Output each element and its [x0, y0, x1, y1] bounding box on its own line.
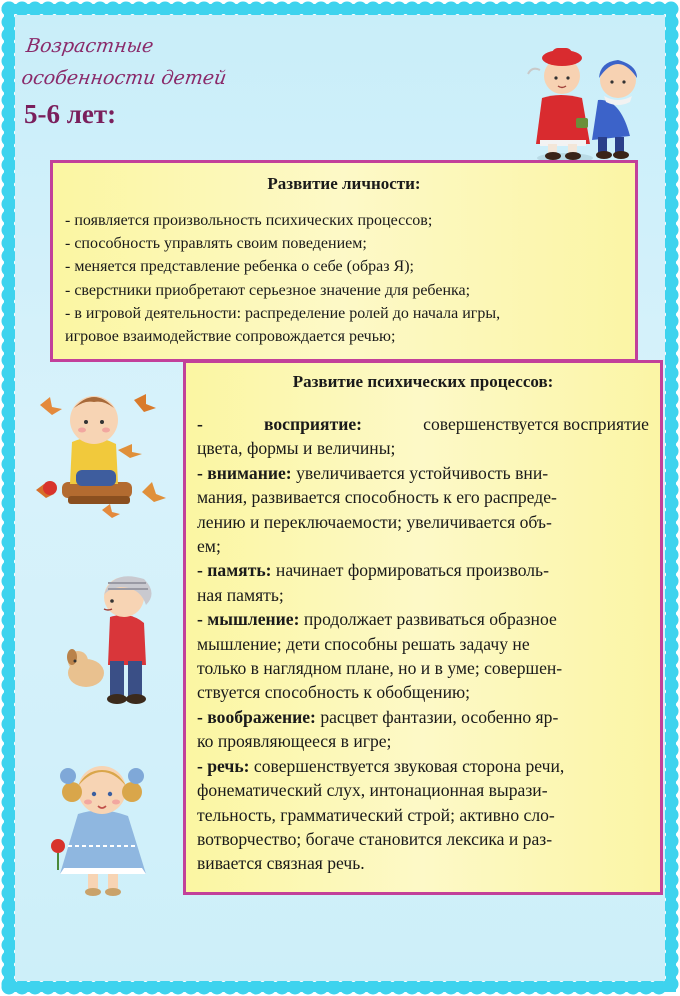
speech-line-4: вотворчество; богаче становится лексика и раз- — [197, 828, 553, 849]
border-scallop — [664, 418, 679, 433]
speech-keyword: речь: — [207, 755, 250, 776]
imagination-line-2: ко проявляющееся в игре; — [197, 731, 392, 752]
border-scallop — [664, 483, 679, 498]
border-scallop — [664, 912, 679, 927]
border-scallop — [664, 54, 679, 69]
border-scallop — [613, 980, 628, 995]
thinking-line-3: только в наглядном плане, но и в уме; совершен- — [197, 658, 563, 679]
border-scallop — [664, 353, 679, 368]
header-script-title — [20, 30, 259, 94]
border-scallop — [639, 980, 654, 995]
border-scallop — [664, 964, 679, 979]
border-scallop — [664, 262, 679, 277]
border-scallop — [664, 496, 679, 511]
border-scallop — [587, 980, 602, 995]
border-scallop — [145, 980, 160, 995]
border-scallop — [664, 938, 679, 953]
imagination-item: - воображение: расцвет фантазии, особенно яр- — [197, 706, 559, 727]
attention-item: - внимание: увеличивается устойчивость вни- — [197, 462, 549, 483]
border-scallop — [405, 980, 420, 995]
border-scallop — [664, 769, 679, 784]
border-scallop — [106, 980, 121, 995]
border-scallop — [574, 980, 589, 995]
personality-title: Развитие личности: — [267, 174, 421, 193]
personality-line-4: - сверстники приобретают серьезное значение для ребенка; — [65, 281, 471, 299]
personality-line-6: игровое взаимодействие сопровождается речью; — [65, 328, 396, 346]
border-scallop — [353, 980, 368, 995]
border-scallop — [664, 210, 679, 225]
thinking-item: - мышление: продолжает развиваться образное — [197, 609, 557, 630]
border-scallop — [664, 691, 679, 706]
border-scallop — [664, 301, 679, 316]
border-scallop — [457, 980, 472, 995]
border-scallop — [379, 980, 394, 995]
border-scallop — [664, 587, 679, 602]
border-scallop — [664, 613, 679, 628]
border-scallop — [93, 980, 108, 995]
processes-box — [183, 360, 663, 895]
border-scallop — [664, 561, 679, 576]
border-scallop — [664, 704, 679, 719]
perception-item — [197, 412, 649, 436]
border-scallop — [54, 980, 69, 995]
border-scallop — [288, 980, 303, 995]
speech-line-2: фонематический слух, интонационная вырази- — [197, 780, 548, 801]
attention-line-4: ем; — [197, 536, 221, 557]
imagination-text: расцвет фантазии, особенно яр- — [320, 706, 559, 727]
border-scallop — [664, 132, 679, 147]
border-scallop — [664, 717, 679, 732]
border-scallop — [664, 600, 679, 615]
speech-text: совершенствуется звуковая сторона речи, — [253, 755, 565, 776]
personality-line-5: - в игровой деятельности: распределение ролей до начала игры, — [65, 304, 501, 322]
border-scallop — [664, 925, 679, 940]
border-scallop — [664, 574, 679, 589]
border-scallop — [664, 223, 679, 238]
border-scallop — [664, 457, 679, 472]
attention-line-2: мания, развивается способность к его распреде- — [197, 487, 557, 508]
border-scallop — [664, 977, 679, 992]
memory-item: - память: начинает формироваться произволь- — [197, 560, 549, 581]
border-scallop — [509, 980, 524, 995]
memory-line-2: ная память; — [197, 584, 284, 605]
thinking-line-4: ствуется способность к обобщению; — [197, 682, 471, 703]
processes-title: Развитие психических процессов: — [292, 372, 554, 391]
border-scallop — [340, 980, 355, 995]
border-scallop — [664, 470, 679, 485]
border-scallop — [132, 980, 147, 995]
border-scallop — [664, 340, 679, 355]
border-scallop — [470, 980, 485, 995]
border-scallop — [184, 980, 199, 995]
border-scallop — [664, 795, 679, 810]
border-scallop — [236, 980, 251, 995]
personality-line-1: - появляется произвольность психических процессов; — [65, 212, 433, 229]
boy-with-leaves-illustration — [30, 380, 180, 530]
border-scallop — [366, 980, 381, 995]
border-scallop — [664, 405, 679, 420]
border-scallop — [314, 980, 329, 995]
border-scallop — [664, 145, 679, 160]
border-scallop — [664, 756, 679, 771]
border-scallop — [664, 951, 679, 966]
perception-label: - — [197, 414, 203, 434]
border-scallop — [664, 522, 679, 537]
header-age: 5-6 лет: — [24, 99, 117, 129]
border-scallop — [67, 980, 82, 995]
attention-keyword: внимание: — [207, 462, 292, 483]
border-scallop — [444, 980, 459, 995]
border-scallop — [664, 119, 679, 134]
memory-text: начинает формироваться произволь- — [275, 560, 549, 581]
imagination-keyword: воображение: — [207, 706, 316, 727]
border-scallop — [664, 639, 679, 654]
border-scallop — [496, 980, 511, 995]
border-scallop — [535, 980, 550, 995]
border-scallop — [171, 980, 186, 995]
thinking-text: продолжает развиваться образное — [303, 609, 557, 630]
border-scallop — [301, 980, 316, 995]
border-scallop — [664, 184, 679, 199]
border-scallop — [664, 431, 679, 446]
border-scallop — [664, 665, 679, 680]
border-scallop — [664, 626, 679, 641]
border-scallop — [664, 782, 679, 797]
border-scallop — [664, 444, 679, 459]
border-scallop — [262, 980, 277, 995]
border-scallop — [522, 980, 537, 995]
border-scallop — [561, 980, 576, 995]
border-scallop — [327, 980, 342, 995]
speech-item: - речь: совершенствуется звуковая сторона речи, — [197, 755, 565, 776]
border-scallop — [664, 821, 679, 836]
border-scallop — [664, 41, 679, 56]
border-scallop — [664, 249, 679, 264]
border-scallop — [664, 327, 679, 342]
border-scallop — [664, 2, 679, 17]
border-scallop — [664, 873, 679, 888]
border-scallop — [664, 899, 679, 914]
border-scallop — [664, 808, 679, 823]
border-scallop — [41, 980, 56, 995]
border-scallop — [626, 980, 641, 995]
boy-with-puppy-illustration — [60, 565, 170, 715]
perception-line-2: цвета, формы и величины; — [197, 438, 396, 459]
border-scallop — [664, 288, 679, 303]
attention-text: увеличивается устойчивость вни- — [296, 462, 549, 483]
border-scallop — [119, 980, 134, 995]
border-scallop — [664, 28, 679, 43]
speech-line-5: вивается связная речь. — [197, 853, 365, 874]
border-scallop — [158, 980, 173, 995]
border-scallop — [392, 980, 407, 995]
border-scallop — [664, 652, 679, 667]
personality-line-3: - меняется представление ребенка о себе (образ Я); — [65, 258, 414, 276]
border-scallop — [664, 730, 679, 745]
border-scallop — [664, 678, 679, 693]
border-scallop — [210, 980, 225, 995]
border-scallop — [664, 886, 679, 901]
personality-box — [50, 160, 638, 362]
border-scallop — [600, 980, 615, 995]
border-scallop — [664, 197, 679, 212]
border-scallop — [275, 980, 290, 995]
border-scallop — [664, 535, 679, 550]
border-scallop — [664, 743, 679, 758]
border-scallop — [483, 980, 498, 995]
perception-text: совершенствуется восприятие — [423, 414, 649, 434]
border-scallop — [431, 980, 446, 995]
border-scallop — [664, 158, 679, 173]
border-scallop — [548, 980, 563, 995]
border-scallop — [664, 236, 679, 251]
border-scallop — [418, 980, 433, 995]
border-scallop — [664, 80, 679, 95]
border-scallop — [664, 379, 679, 394]
border-scallop — [664, 15, 679, 30]
border-scallop — [28, 980, 43, 995]
header-script-line-2: особенности детей — [20, 67, 228, 89]
border-scallop — [664, 548, 679, 563]
border-scallop — [664, 366, 679, 381]
border-scallop — [664, 275, 679, 290]
header-script-line-1: Возрастные — [24, 35, 155, 57]
border-scallop — [664, 392, 679, 407]
personality-line-2: - способность управлять своим поведением; — [65, 235, 367, 253]
thinking-keyword: мышление: — [207, 609, 300, 630]
memory-keyword: память: — [207, 560, 272, 581]
border-scallop — [197, 980, 212, 995]
border-scallop — [664, 509, 679, 524]
border-scallop — [664, 93, 679, 108]
border-scallop — [664, 67, 679, 82]
border-scallop — [249, 980, 264, 995]
border-scallop — [664, 106, 679, 121]
attention-line-3: лению и переключаемости; увеличивается объ- — [197, 511, 552, 532]
border-scallop — [664, 171, 679, 186]
border-scallop — [664, 314, 679, 329]
border-scallop — [80, 980, 95, 995]
processes-body — [197, 412, 649, 876]
children-in-winter-illustration — [520, 40, 650, 165]
border-scallop — [223, 980, 238, 995]
speech-line-3: тельность, грамматический строй; активно сло- — [197, 804, 555, 825]
border-scallop — [664, 834, 679, 849]
perception-keyword: восприятие: — [264, 414, 363, 434]
border-scallop — [15, 980, 30, 995]
border-scallop — [664, 847, 679, 862]
girl-with-flower-illustration — [38, 750, 168, 900]
thinking-line-2: мышление; дети способны решать задачу не — [197, 633, 530, 654]
border-scallop — [664, 860, 679, 875]
